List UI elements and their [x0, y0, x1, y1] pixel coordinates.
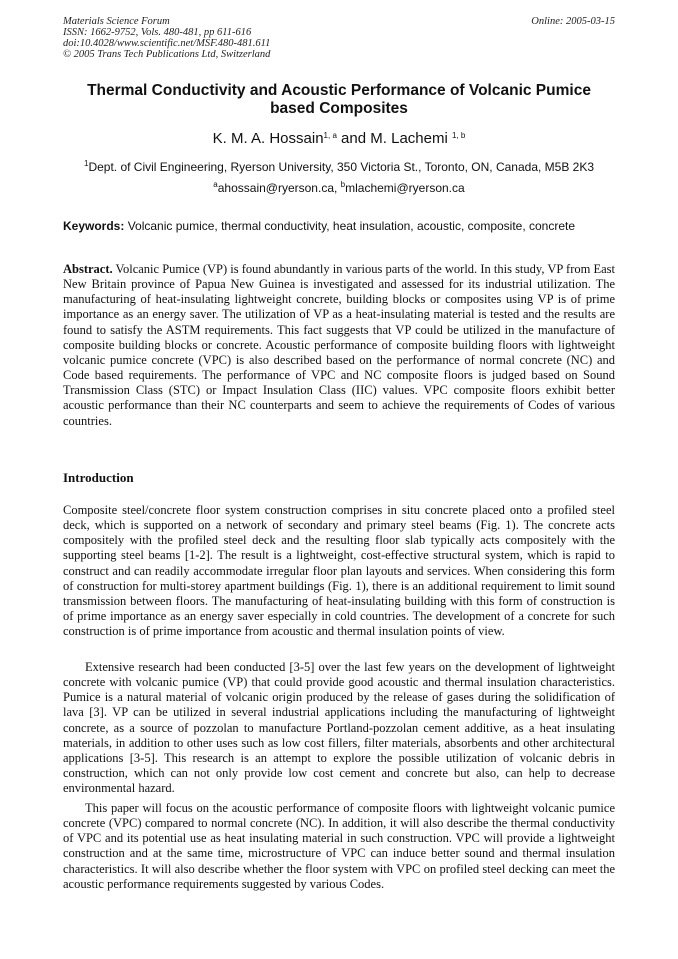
journal-name: Materials Science Forum — [63, 16, 170, 27]
author-emails — [63, 181, 615, 195]
journal-issn: ISSN: 1662-9752, Vols. 480-481, pp 611-616 — [63, 27, 252, 38]
abstract-text: Volcanic Pumice (VP) is found abundantly in various parts of the world. In this study, VP from East New Britain province of Papua New Guinea is investigated and assessed for its industrial utilization. The manufacturing of heat-insulating lightweight concrete, building blocks or composites using VP is of prime importance as an energy saver. The utilization of VP as a heat-insulating material is tested and the results are found to satisfy the ASTM requirements. This fact suggests that VP could be utilized in the manufacture of composite building blocks or concrete. Acoustic performance of composite building floors with lightweight volcanic pumice concrete (VPC) is also described based on the performance of normal concrete (NC) and Code based requirements. The performance of VPC and NC composite floors is judged based on Sound Transmission Class (STC) or Impact Insulation Class (IIC) values. VPC composite floors exhibit better acoustic performance than their NC counterparts and seem to achieve the requirements of Codes of various countries. — [63, 262, 615, 428]
paper-title — [63, 82, 615, 118]
introduction-paragraph-2: Extensive research had been conducted [3-5] over the last few years on the development of lightweight concrete with volcanic pumice (VP) that could provide good acoustic and thermal insulation characteristics. Pumice is a natural material of volcanic origin produced by the release of gases during the solidification of lava [3]. VP can be utilized in several industrial applications including the manufacturing of lightweight concrete, as a source of pozzolan to manufacture Portland-pozzolan cement additive, as a heat insulating materials, in addition to other uses such as low cost fillers, filter materials, absorbents and other architectural applications [3-5]. This research is an attempt to explore the possible utilization of volcanic debris in construction, which can not only provide low cost cement and concrete but also, can help to decrease environmental hazard. — [63, 660, 615, 796]
affiliation-mark: 1 — [83, 159, 89, 168]
online-date: Online: 2005-03-15 — [531, 16, 615, 27]
keywords — [63, 219, 615, 233]
email-b: mlachemi@ryerson.ca — [345, 181, 465, 195]
email-b-mark: b — [340, 180, 346, 189]
journal-header — [63, 16, 615, 60]
email-a-mark: a — [213, 180, 218, 189]
author-list — [63, 130, 615, 148]
introduction-heading: Introduction — [63, 470, 134, 485]
keywords-label: Keywords: — [63, 219, 125, 233]
abstract — [63, 262, 615, 429]
author-1-affiliation-mark: 1, a — [323, 131, 337, 140]
email-a: ahossain@ryerson.ca — [217, 181, 334, 195]
introduction-paragraph-3: This paper will focus on the acoustic performance of composite floors with lightweight volcanic pumice concrete (VPC) compared to normal concrete (NC). In addition, it will also describe the thermal conductivity of VPC and its potential use as heat insulating material in such construction. VPC will provide a lightweight construction and at the same time, microstructure of VPC can induce better sound and thermal insulation characteristics. It will also describe whether the floor system with VPC on profiled steel decking can meet the acoustic performance requirements suggested by various Codes. — [63, 801, 615, 891]
introduction-paragraph-1: Composite steel/concrete floor system construction comprises in situ concrete placed onto a profiled steel deck, which is supported on a network of secondary and primary steel beams (Fig. 1). The concrete acts compositely with the profiled steel deck and the resulting floor slab typically acts compositely with the supporting steel beams [1-2]. The result is a lightweight, cost-effective structural system, which is rapid to construct and can readily accommodate irregular floor plan layouts and services. When considering this form of construction for multi-storey apartment buildings (Fig. 1), there is an additional requirement to limit sound transmission between floors. The manufacturing of heat-insulating building with this form of construction is of prime importance as an energy saver especially in cold countries. The development of a concrete for such construction is of prime importance from acoustic and thermal insulation points of view. — [63, 503, 615, 639]
author-1: K. M. A. Hossain — [212, 130, 324, 147]
author-conjunction: and — [336, 130, 371, 147]
journal-doi: doi:10.4028/www.scientific.net/MSF.480-481.611 — [63, 38, 271, 49]
author-2-affiliation-mark: 1, b — [451, 131, 466, 140]
journal-copyright: © 2005 Trans Tech Publications Ltd, Switzerland — [63, 49, 271, 60]
paper-title-line-2: based Composites — [270, 100, 408, 117]
keywords-text: Volcanic pumice, thermal conductivity, heat insulation, acoustic, composite, concrete — [124, 219, 576, 233]
paper-title-line-1: Thermal Conductivity and Acoustic Performance of Volcanic Pumice — [87, 82, 591, 99]
affiliation-text: Dept. of Civil Engineering, Ryerson University, 350 Victoria St., Toronto, ON, Canada, M5B 2K3 — [88, 160, 595, 174]
author-2: M. Lachemi — [370, 130, 448, 147]
abstract-label: Abstract. — [63, 262, 113, 276]
email-separator: , — [334, 181, 341, 195]
affiliation — [63, 160, 615, 174]
